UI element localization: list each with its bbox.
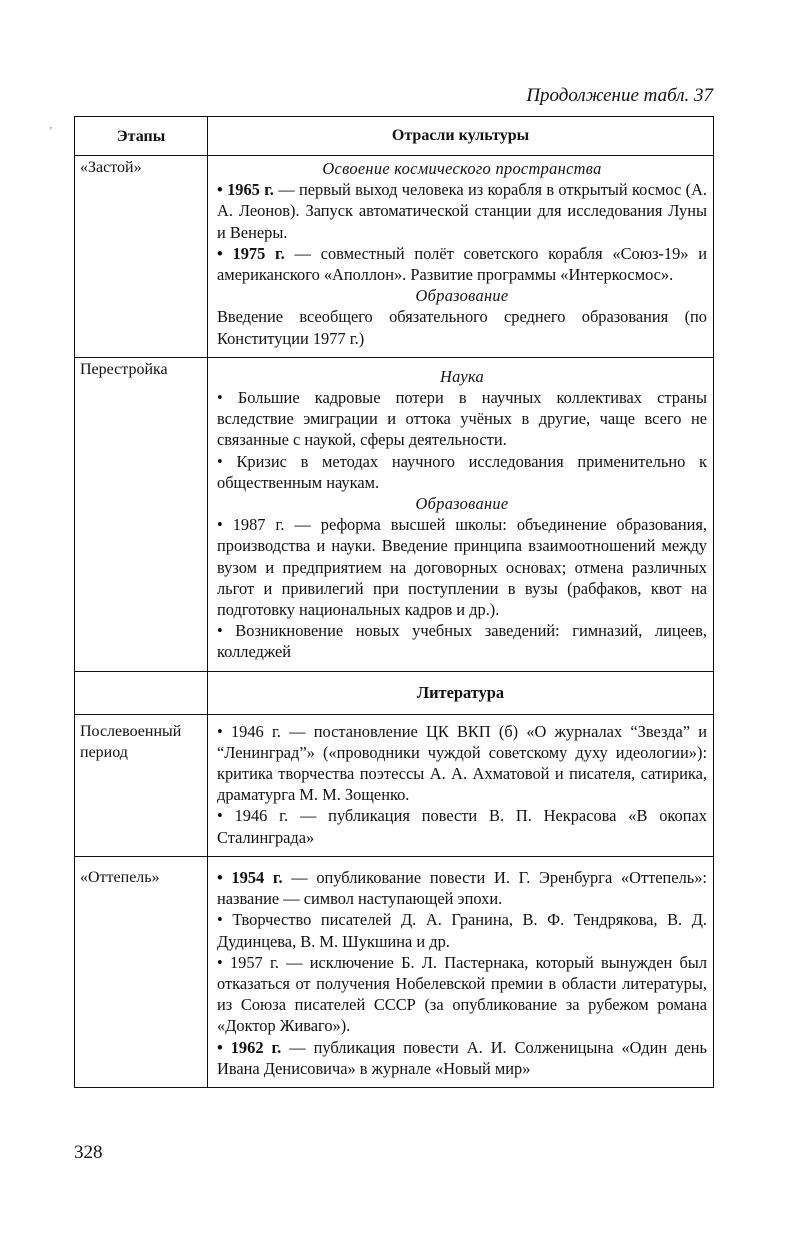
literature-header: Литература <box>416 683 505 703</box>
stage-cell-empty <box>75 672 208 714</box>
paragraph: Введение всеобщего обязательного среднего образования (по Конституции 1977 г.) <box>217 307 707 348</box>
page-number: 328 <box>74 1142 103 1163</box>
section-title: Образование <box>415 286 509 306</box>
paragraph: • 1946 г. — публикация повести В. П. Некрасова «В окопах Сталинграда» <box>217 806 707 847</box>
header-stages: Этапы <box>75 117 208 155</box>
paragraph: • 1957 г. — исключение Б. Л. Пастернака, который вынужден был отказаться от получения Нобелевской премии в области литературы, из Союза писателей СССР (за опубликование за рубежом романа «Доктор Живаго»). <box>217 952 707 1036</box>
content-cell <box>208 857 713 1087</box>
stage-cell: Послевоенный период <box>75 715 208 856</box>
literature-header-row <box>75 671 713 714</box>
section-title: Освоение космического пространства <box>322 159 602 178</box>
paragraph: • 1946 г. — постановление ЦК ВКП (б) «О журналах “Звезда” и “Ленинград”» («проводники чуждой советскому духу идеологии»): критика творчества поэтессы А. А. Ахматовой и писателя, сатирика, драматурга М. М. Зощенко. <box>217 721 707 805</box>
section-title: Наука <box>439 366 485 386</box>
stage-cell: Перестройка <box>75 358 208 671</box>
paragraph: • 1987 г. — реформа высшей школы: объединение образования, производства и науки. Введение принципа взаимоотношений между вузом и предприятием на договорных основах; отмена различных льгот и привилегий при поступлении в вузы (рабфаков, квот на подготовку национальных кадров и др.). <box>217 515 707 620</box>
margin-mark: ' <box>50 126 52 137</box>
section-title: Образование <box>415 494 509 514</box>
stage-cell: «Застой» <box>75 156 208 357</box>
header-branches: Отрасли культуры <box>391 127 530 145</box>
paragraph: • Большие кадровые потери в научных коллективах страны вследствие эмиграции и оттока учёных в другие, чаще всего не связанные с наукой, сферы деятельности. <box>217 388 707 450</box>
table-row <box>75 856 713 1087</box>
paragraph: • 1965 г. — первый выход человека из корабля в открытый космос (А. А. Леонов). Запуск автоматической станции для исследования Луны и Венеры. <box>217 180 708 242</box>
stage-cell: «Оттепель» <box>75 857 208 1087</box>
paragraph: • Кризис в методах научного исследования применительно к общественным наукам. <box>217 451 707 492</box>
paragraph: • 1975 г. — совместный полёт советского корабля «Союз-19» и американского «Аполлон». Развитие программы «Интеркосмос». <box>217 243 708 285</box>
table-header-row <box>75 117 713 155</box>
culture-table <box>74 116 714 1088</box>
content-cell <box>208 715 713 856</box>
table-row <box>75 714 713 856</box>
paragraph: • 1954 г. — опубликование повести И. Г. Эренбурга «Оттепель»: название — символ наступающей эпохи. <box>217 867 707 909</box>
content-cell <box>208 156 713 357</box>
paragraph: • Творчество писателей Д. А. Гранина, В. Ф. Тендрякова, В. Д. Дудинцева, В. М. Шукшина и др. <box>217 910 707 951</box>
table-row <box>75 155 713 357</box>
content-cell <box>208 358 713 671</box>
paragraph: • Возникновение новых учебных заведений: гимназий, лицеев, колледжей <box>217 621 707 662</box>
table-caption: Продолжение табл. 37 <box>526 85 713 106</box>
table-row <box>75 357 713 671</box>
paragraph: • 1962 г. — публикация повести А. И. Солженицына «Один день Ивана Денисовича» в журнале «Новый мир» <box>217 1037 708 1078</box>
